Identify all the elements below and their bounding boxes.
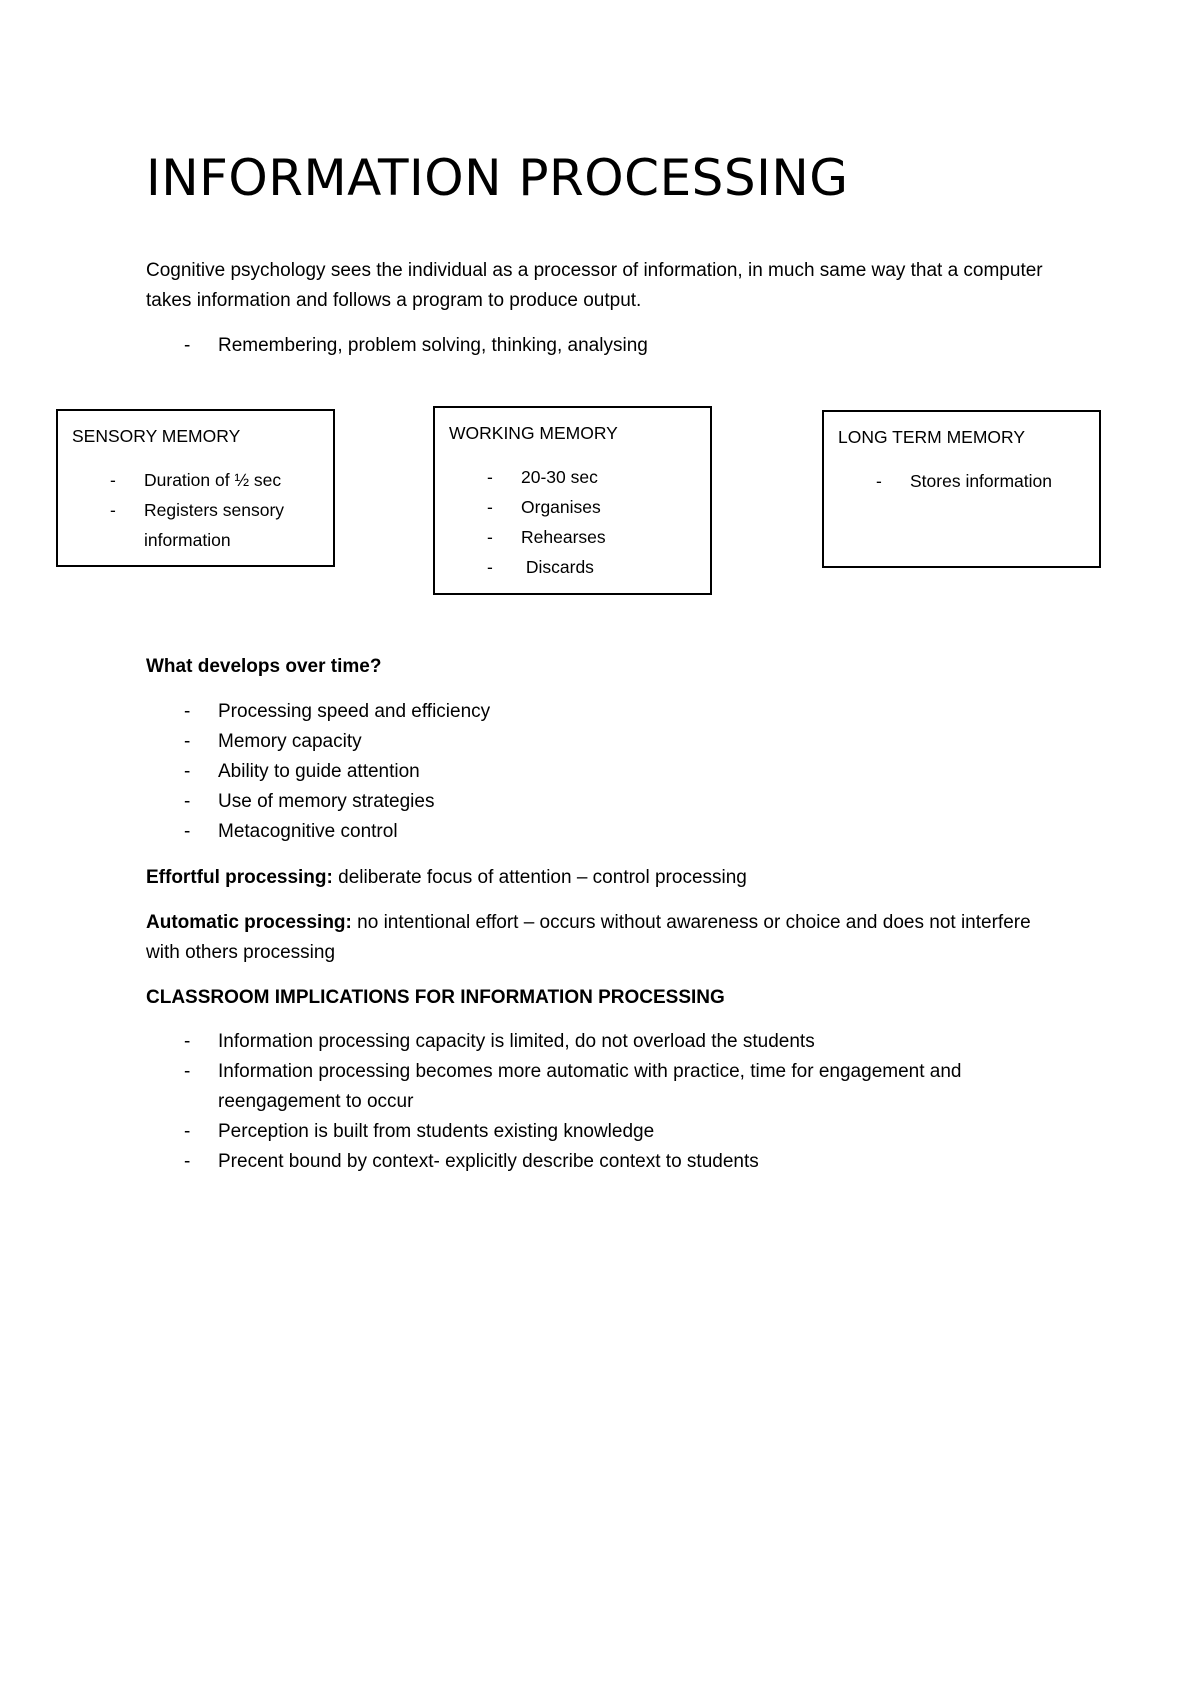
effortful-label: Effortful processing:: [146, 867, 333, 888]
box-item-list: [72, 465, 344, 555]
intro-bullet-list: [146, 331, 1046, 361]
classroom-heading: CLASSROOM IMPLICATIONS FOR INFORMATION PROCESSING: [146, 987, 725, 1008]
dash-marker: -: [876, 471, 882, 491]
dash-marker: -: [184, 701, 191, 722]
effortful-processing-paragraph: Effortful processing: deliberate focus of attention – control processing: [146, 867, 747, 888]
list-item: - Processing speed and efficiency: [146, 697, 1046, 727]
list-item: - Organises: [449, 492, 721, 522]
dash-marker: -: [184, 761, 191, 782]
list-item: - Ability to guide attention: [146, 757, 1046, 787]
list-item: - 20-30 sec: [449, 462, 721, 492]
dash-marker: -: [184, 1121, 191, 1142]
list-item: - Discards: [449, 552, 721, 582]
list-item: - Precent bound by context- explicitly describe context to students: [146, 1147, 1046, 1177]
sensory-memory-box: [56, 409, 335, 567]
box-title: LONG TERM MEMORY: [838, 427, 1026, 447]
develops-heading: What develops over time?: [146, 656, 382, 677]
dash-marker: -: [184, 1151, 191, 1172]
box-title: SENSORY MEMORY: [72, 426, 241, 446]
dash-marker: -: [487, 527, 493, 547]
dash-marker: -: [184, 821, 191, 842]
automatic-label: Automatic processing:: [146, 912, 352, 933]
page-title: INFORMATION PROCESSING: [146, 149, 849, 207]
dash-marker: -: [487, 467, 493, 487]
dash-marker: -: [184, 335, 191, 356]
dash-marker: -: [184, 791, 191, 812]
list-item: - Use of memory strategies: [146, 787, 1046, 817]
list-item: - Registers sensory information: [72, 495, 344, 555]
dash-marker: -: [110, 500, 116, 520]
box-item-list: [449, 462, 721, 582]
classroom-list: [146, 1027, 1046, 1177]
dash-marker: -: [487, 557, 493, 577]
list-item: - Remembering, problem solving, thinking, analysing: [146, 331, 1046, 361]
box-item-list: [838, 466, 1110, 496]
list-item: - Duration of ½ sec: [72, 465, 344, 495]
dash-marker: -: [184, 731, 191, 752]
dash-marker: -: [487, 497, 493, 517]
dash-marker: -: [184, 1031, 191, 1052]
develops-list: [146, 697, 1046, 847]
long-term-memory-box: [822, 410, 1101, 568]
list-item: - Stores information: [838, 466, 1110, 496]
list-item: - Information processing becomes more automatic with practice, time for engagement and reengagement to occur: [146, 1057, 1046, 1117]
list-item: - Memory capacity: [146, 727, 1046, 757]
dash-marker: -: [184, 1061, 191, 1082]
dash-marker: -: [110, 470, 116, 490]
list-item: - Information processing capacity is limited, do not overload the students: [146, 1027, 1046, 1057]
list-item: - Metacognitive control: [146, 817, 1046, 847]
automatic-processing-paragraph: Automatic processing: no intentional effort – occurs without awareness or choice and does not interfere with others processing: [146, 912, 1031, 963]
box-title: WORKING MEMORY: [449, 423, 618, 443]
list-item: - Rehearses: [449, 522, 721, 552]
intro-paragraph: Cognitive psychology sees the individual as a processor of information, in much same way that a computer takes information and follows a program to produce output.: [146, 260, 1043, 311]
working-memory-box: [433, 406, 712, 595]
list-item: - Perception is built from students existing knowledge: [146, 1117, 1046, 1147]
